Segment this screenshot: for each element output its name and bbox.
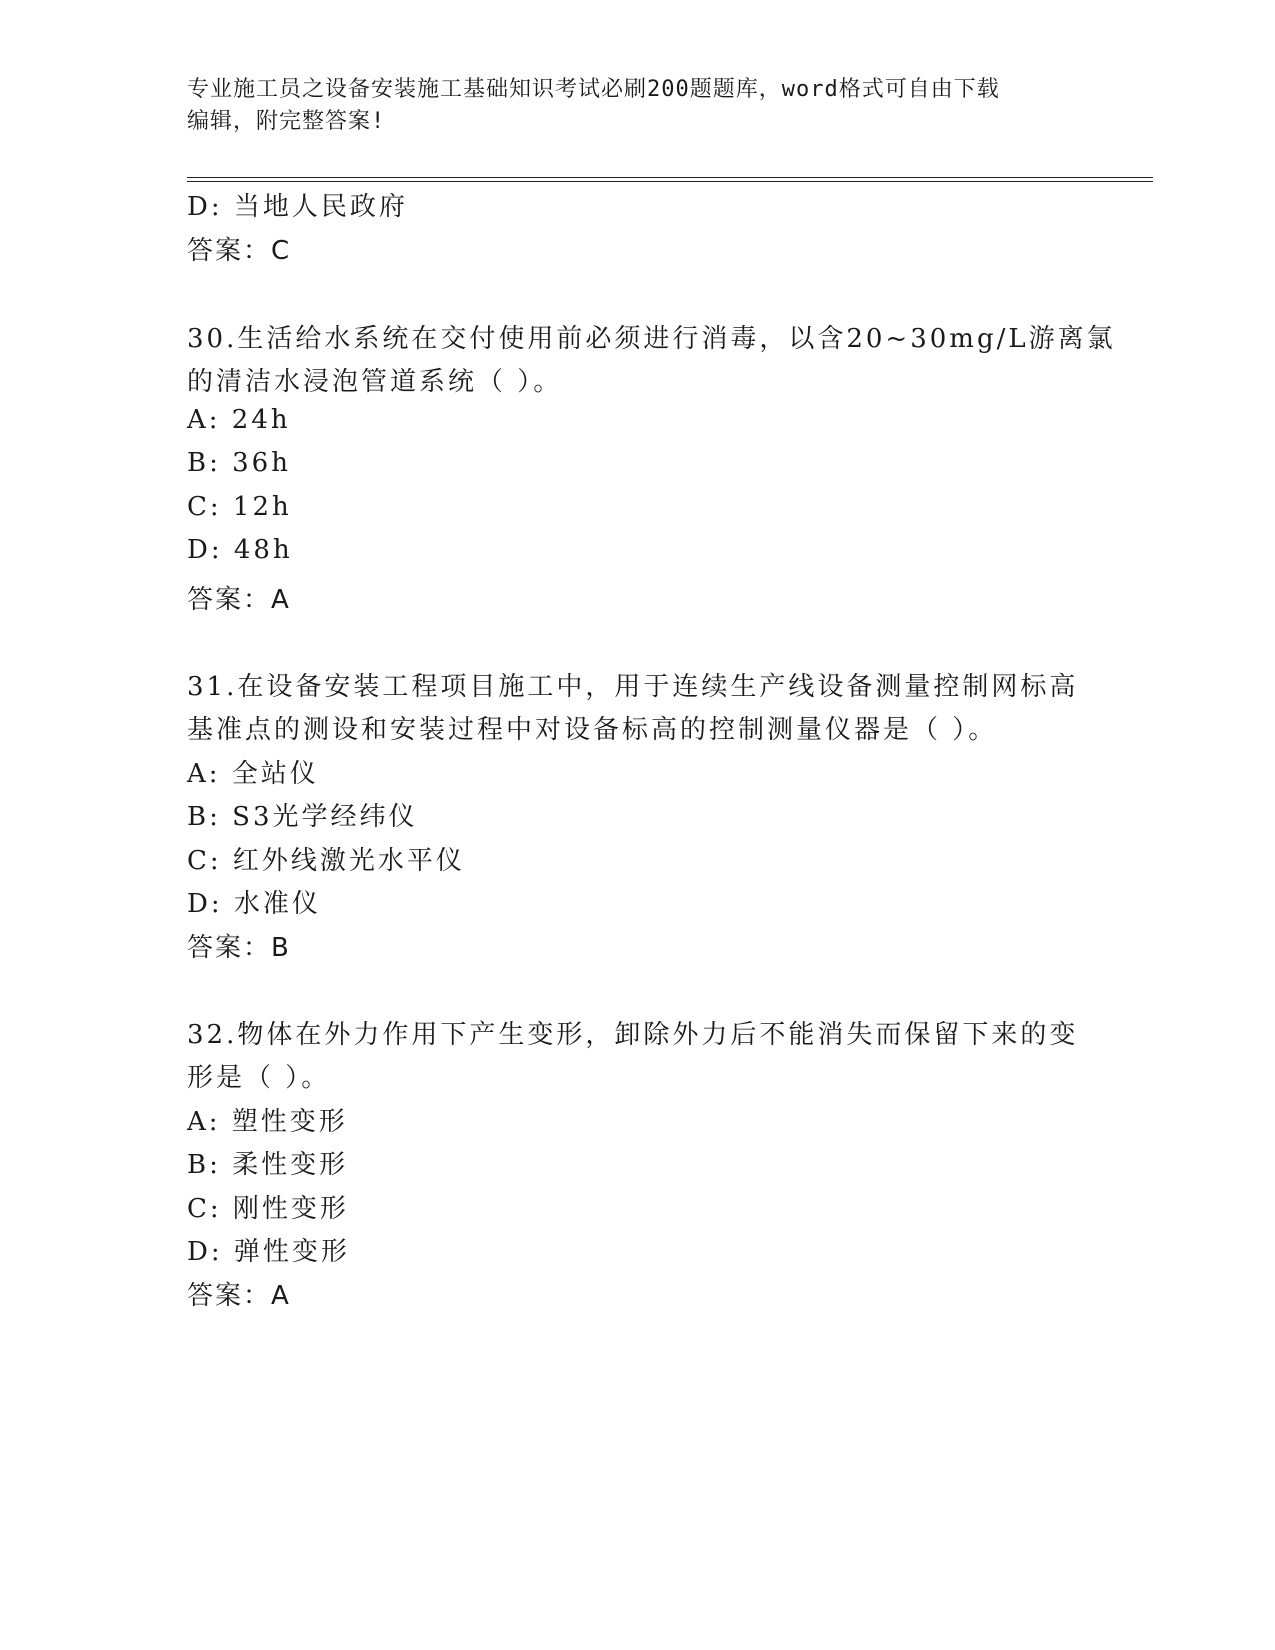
q32-option-c: C: 刚性变形 (187, 1194, 349, 1224)
header-line-1: 专业施工员之设备安装施工基础知识考试必刷200题题库，word格式可自由下载 (187, 77, 1000, 102)
q32-answer: 答案：A (187, 1281, 291, 1311)
q31-option-d: D: 水准仪 (187, 889, 321, 919)
q31-stem-line-1: 31.在设备安装工程项目施工中，用于连续生产线设备测量控制网标高 (187, 672, 1079, 702)
q32-option-d: D: 弹性变形 (187, 1237, 350, 1267)
document-header (187, 74, 1087, 138)
q30-answer: 答案：A (187, 585, 291, 615)
q31-option-c: C: 红外线激光水平仪 (187, 846, 465, 876)
q30-option-d: D: 48h (187, 535, 293, 565)
q32-option-b: B: 柔性变形 (187, 1150, 349, 1180)
q30-option-a: A: 24h (187, 405, 291, 435)
q31-stem-line-2: 基准点的测设和安装过程中对设备标高的控制测量仪器是（ ）。 (187, 715, 998, 745)
q32-option-a: A: 塑性变形 (187, 1107, 348, 1137)
q30-stem-line-1: 30.生活给水系统在交付使用前必须进行消毒，以含20~30mg/L游离氯 (187, 324, 1116, 354)
prev-answer: 答案：C (187, 236, 292, 266)
prev-option-d: D: 当地人民政府 (187, 192, 408, 222)
q30-stem-line-2: 的清洁水浸泡管道系统（ ）。 (187, 367, 563, 397)
q31-option-a: A: 全站仪 (187, 759, 319, 789)
q31-option-b: B: S3光学经纬仪 (187, 802, 418, 832)
header-divider (187, 177, 1153, 182)
q30-option-c: C: 12h (187, 492, 292, 522)
q32-stem-line-1: 32.物体在外力作用下产生变形，卸除外力后不能消失而保留下来的变 (187, 1020, 1079, 1050)
q32-stem-line-2: 形是（ ）。 (187, 1063, 331, 1093)
header-line-2: 编辑，附完整答案! (187, 109, 386, 134)
q31-answer: 答案：B (187, 933, 291, 963)
q30-option-b: B: 36h (187, 448, 291, 478)
